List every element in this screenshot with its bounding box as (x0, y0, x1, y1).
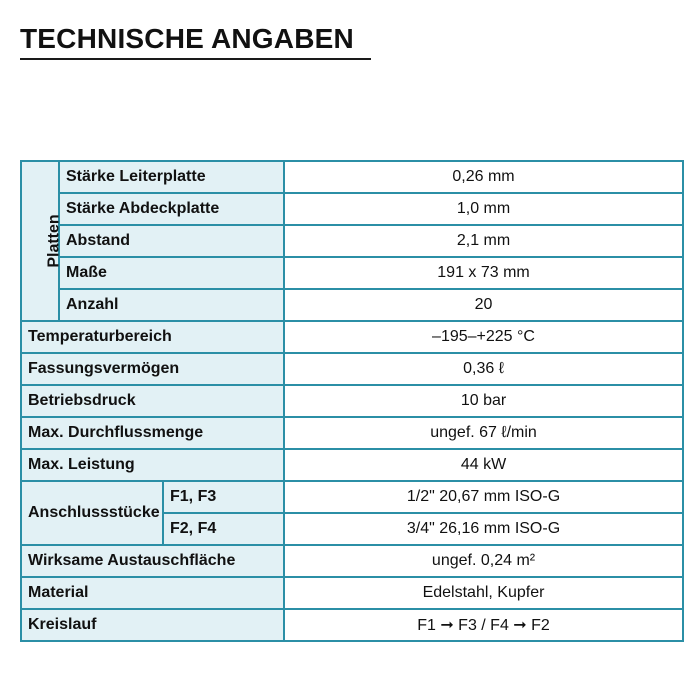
spec-value: ungef. 0,24 m² (284, 545, 683, 577)
spec-sublabel: F1, F3 (163, 481, 284, 513)
table-row (21, 609, 683, 641)
table-row (21, 193, 683, 225)
spec-value: 191 x 73 mm (284, 257, 683, 289)
spec-label: Temperaturbereich (21, 321, 284, 353)
group-label-anschluss: Anschlussstücke (21, 481, 163, 545)
spec-value: 2,1 mm (284, 225, 683, 257)
table-row (21, 161, 683, 193)
table-row (21, 257, 683, 289)
spec-label: Wirksame Austauschfläche (21, 545, 284, 577)
spec-label: Fassungsvermögen (21, 353, 284, 385)
spec-value: 44 kW (284, 449, 683, 481)
table-row (21, 225, 683, 257)
spec-label: Betriebsdruck (21, 385, 284, 417)
spec-value: Edelstahl, Kupfer (284, 577, 683, 609)
spec-value: –195–+225 °C (284, 321, 683, 353)
spec-value: 3/4" 26,16 mm ISO-G (284, 513, 683, 545)
spec-label: Material (21, 577, 284, 609)
spec-label: Stärke Abdeckplatte (59, 193, 284, 225)
table-row (21, 481, 683, 513)
group-label-platten-text: Platten (45, 214, 63, 268)
spec-value: F1 ➞ F3 / F4 ➞ F2 (284, 609, 683, 641)
page-title: TECHNISCHE ANGABEN (20, 23, 354, 54)
group-label-platten (21, 161, 63, 321)
table-row (21, 577, 683, 609)
spec-label: Anzahl (59, 289, 284, 321)
spec-label: Stärke Leiterplatte (59, 161, 284, 193)
spec-value: 10 bar (284, 385, 683, 417)
spec-table (20, 160, 684, 642)
title-underline (20, 58, 371, 60)
table-row (21, 449, 683, 481)
spec-sublabel: F2, F4 (163, 513, 284, 545)
spec-value: 0,36 ℓ (284, 353, 683, 385)
spec-label: Kreislauf (21, 609, 284, 641)
spec-value: 20 (284, 289, 683, 321)
table-row (21, 385, 683, 417)
spec-value: 0,26 mm (284, 161, 683, 193)
table-row (21, 289, 683, 321)
table-row (21, 545, 683, 577)
spec-value: 1,0 mm (284, 193, 683, 225)
spec-value: 1/2" 20,67 mm ISO-G (284, 481, 683, 513)
table-row (21, 321, 683, 353)
spec-label: Abstand (59, 225, 284, 257)
spec-label: Max. Leistung (21, 449, 284, 481)
table-row (21, 353, 683, 385)
spec-label: Max. Durchflussmenge (21, 417, 284, 449)
spec-label: Maße (59, 257, 284, 289)
spec-value: ungef. 67 ℓ/min (284, 417, 683, 449)
table-row (21, 417, 683, 449)
